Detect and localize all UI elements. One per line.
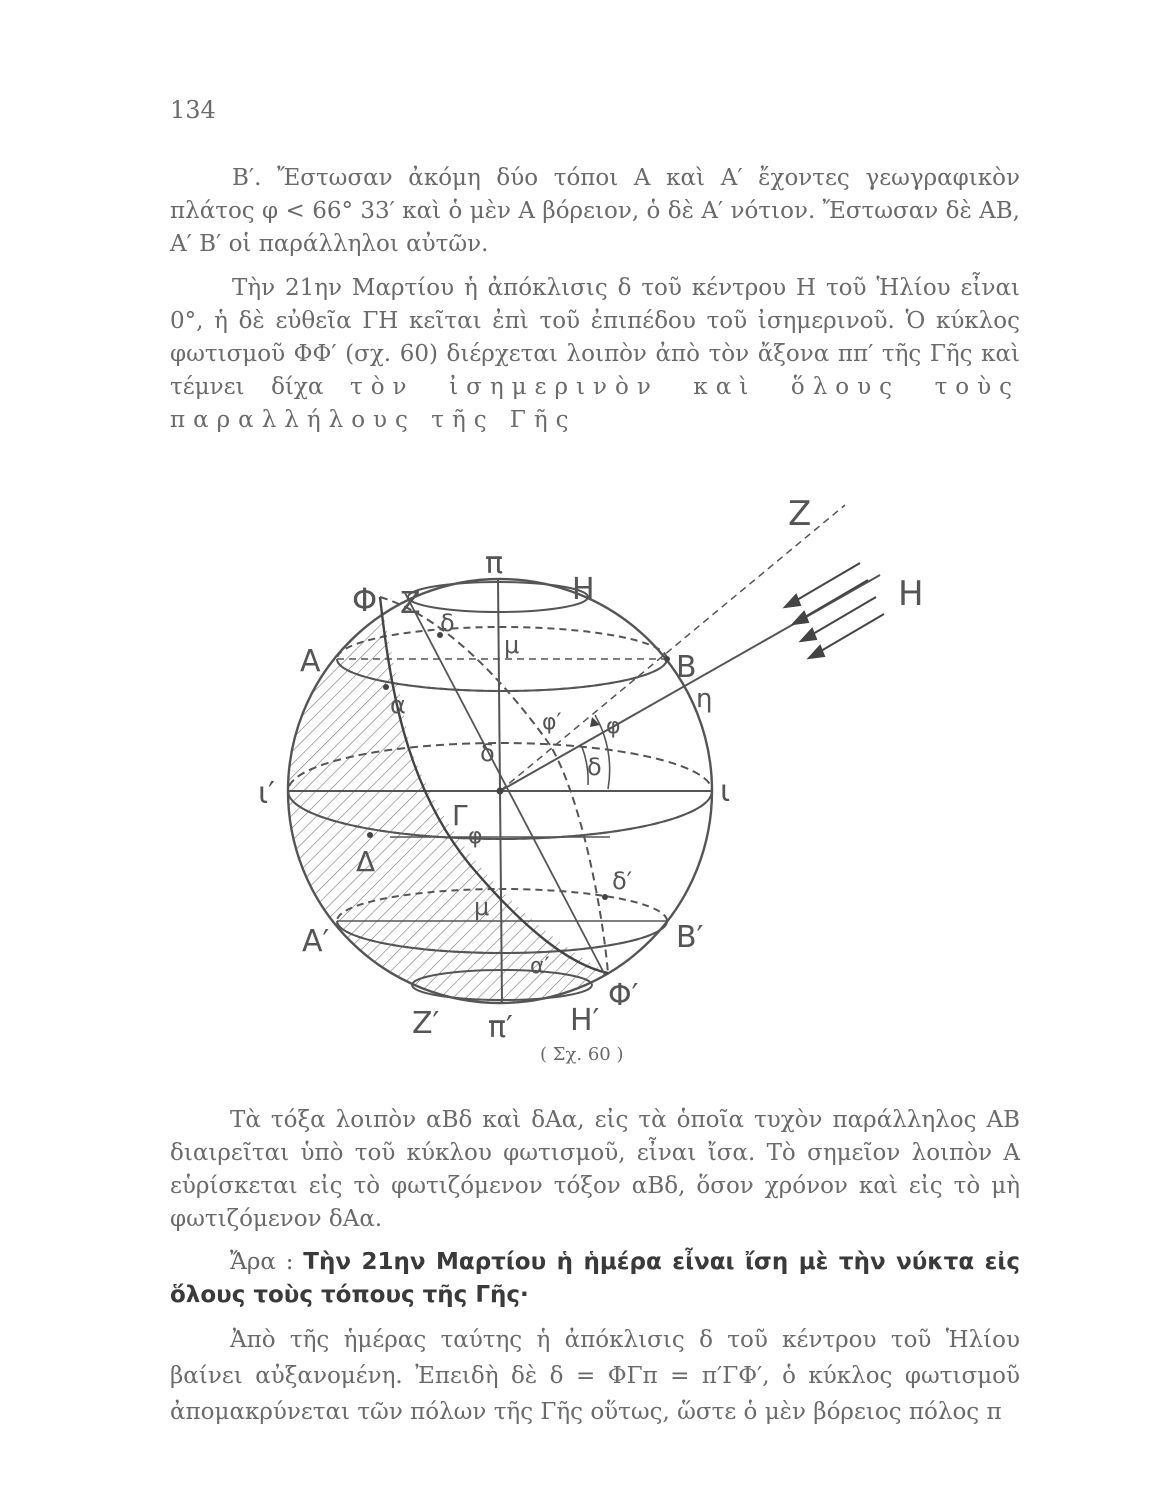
label-beta: Β [676,650,697,685]
march-21-intro: Τὴν 21ην Μαρτίου ἡ ἀπόκλισις δ τοῦ κέντρου Η τοῦ Ἡλίου εἶναι 0°, ἡ δὲ εὐθεῖα ΓΗ κεῖται ἐπὶ τοῦ ἐπιπέδου τοῦ ἰσημερινοῦ. Ὁ κύκλος φωτισμοῦ ΦΦ′ (σχ. 60) διέρχεται λοιπὸν ἀπὸ τὸν ἄξονα ππ′ τῆς Γῆς καὶ τέμνει δίχα [170,275,1020,400]
figure-60-globe-diagram [240,485,960,1045]
label-mu-prime: μ [474,893,490,921]
label-delta-arc: δ [587,753,602,781]
label-eta: Η [572,572,595,607]
point-b [664,656,670,662]
figure-caption: ( Σχ. 60 ) [540,1044,624,1065]
point-alpha [383,684,389,690]
sunlight-arrows [785,563,884,658]
label-alpha-cap: Α [300,644,321,679]
conclusion-bold-text: Τὴν 21ην Μαρτίου ἡ ἡμέρα εἶναι ἴση μὲ τὴν νύκτα εἰς ὅλους τοὺς τόπους τῆς Γῆς· [170,1249,1021,1308]
label-alpha-small-prime: α′ [530,954,550,979]
label-eta-prime: Η′ [570,1003,600,1038]
center-point [497,788,504,795]
label-pi: π [485,546,504,581]
label-zeta-prime: Ζ′ [412,1006,440,1041]
label-mu: μ [504,631,520,659]
label-gamma: Γ [452,799,468,832]
page-number: 134 [170,96,216,124]
label-eta-small: η [696,684,713,714]
label-zeta: Ζ [400,586,421,621]
label-delta-top: δ [440,609,455,637]
label-eta-far: Η [898,574,924,614]
label-delta-prime: δ′ [612,867,633,895]
march-21-spaced-text: τὸν ἰσημερινὸν καὶ ὅλους τοὺς παραλλήλους τῆς Γῆς [170,374,1020,433]
paragraph-arcs: Τὰ τόξα λοιπὸν αΒδ καὶ δΑα, εἰς τὰ ὁποῖα τυχὸν παράλληλος ΑΒ διαιρεῖται ὑπὸ τοῦ κύκλου φωτισμοῦ, εἶναι ἴσα. Τὸ σημεῖον λοιπὸν Α εὑρίσκεται εἰς τὸ φωτιζόμενον τόξον αΒδ, ὅσον χρόνον καὶ εἰς τὸ μὴ φωτιζόμενον δΑα. [170,1107,1020,1232]
point-delta-prime [602,894,608,900]
label-phi-prime: Φ′ [608,978,639,1013]
label-alpha-small: α [390,691,406,719]
label-delta-cap: Δ [356,845,376,878]
label-phi: Φ [352,581,378,619]
label-phi-angle: φ [606,714,621,739]
point-delta-cap [367,832,373,838]
label-phi-small-prime: φ′ [542,710,562,735]
paragraph-march-21 [170,272,1020,437]
paragraph-conclusion [170,1246,1020,1312]
label-delta-mid: δ [480,739,495,767]
label-alpha-cap-prime: Α′ [302,924,330,959]
label-pi-prime: π′ [488,1010,513,1045]
zenith-dashed-line [500,505,845,791]
label-phi-small: φ [468,824,483,849]
label-iota: ι [720,774,731,809]
paragraph-after-equinox: Ἀπὸ τῆς ἡμέρας ταύτης ἡ ἀπόκλισις δ τοῦ κέντρου τοῦ Ἡλίου βαίνει αὐξανομένη. Ἐπειδὴ δὲ δ = ΦΓπ = π′ΓΦ′, ὁ κύκλος φωτισμοῦ ἀπομακρύνεται τῶν πόλων τῆς Γῆς οὕτως, ὥστε ὁ μὲν βόρειος πόλος π [170,1327,1020,1425]
label-zeta-far: Ζ [788,494,812,534]
label-iota-prime: ι′ [258,776,275,811]
label-beta-prime: Β′ [676,920,704,955]
conclusion-prefix: Ἄρα : [230,1249,294,1275]
paragraph-case-b: Β′. Ἔστωσαν ἀκόμη δύο τόποι Α καὶ Α′ ἔχοντες γεωγραφικὸν πλάτος φ < 66° 33′ καὶ ὁ μὲν Α βόρειον, ὁ δὲ Α′ νότιον. Ἔστωσαν δὲ ΑΒ, Α′ Β′ οἱ παράλληλοι αὐτῶν. [170,165,1020,257]
